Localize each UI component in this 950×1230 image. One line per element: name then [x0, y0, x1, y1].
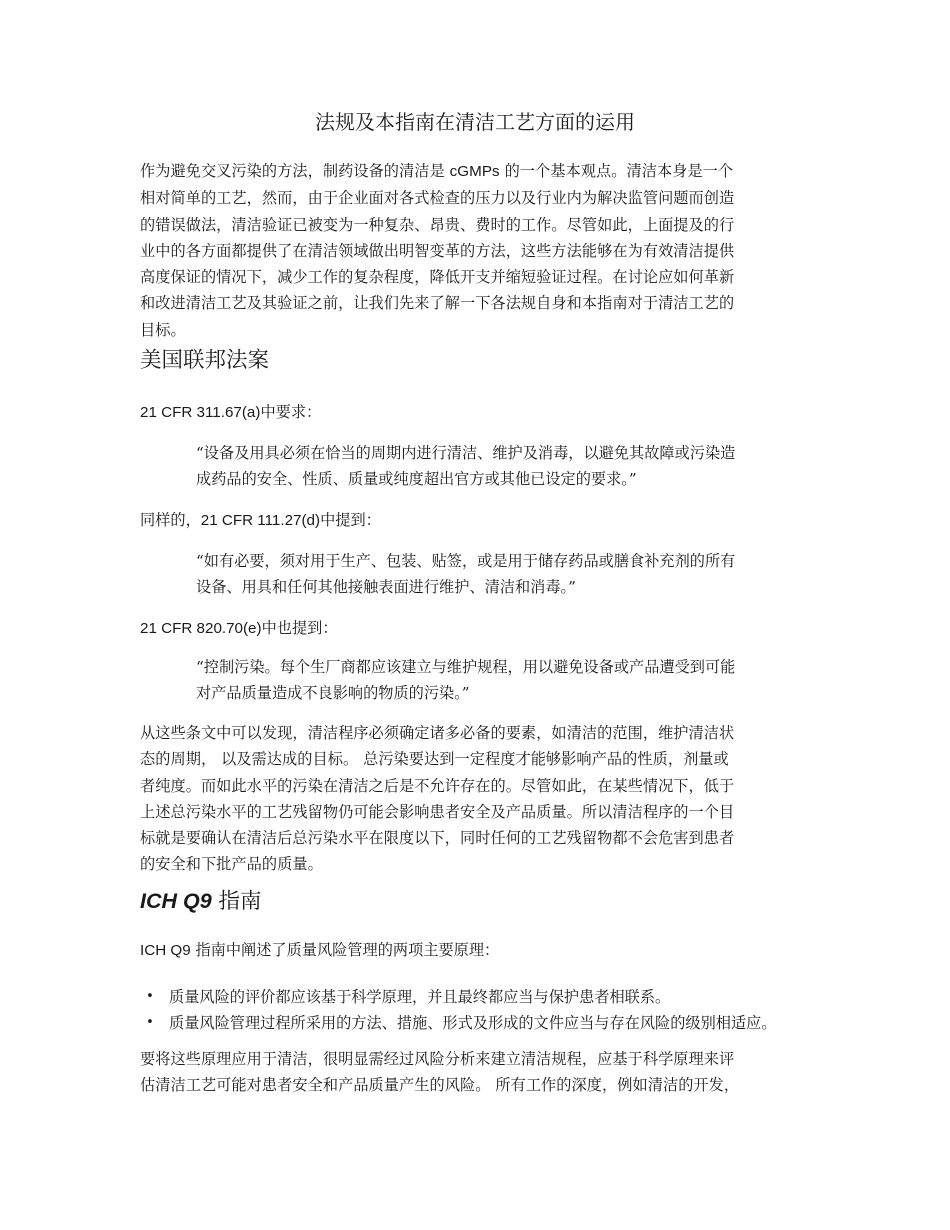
regulation-reference: 同样的，21 CFR 111.27(d)中提到：: [140, 511, 381, 529]
closing-paragraph: 要将这些原理应用于清洁，很明显需经过风险分析来建立清洁规程，应基于科学原理来评 估清洁工艺可能对患者安全和产品质量产生的风险。 所有工作的深度，例如清洁的开发，: [140, 1050, 740, 1095]
intro-paragraph: [140, 158, 810, 343]
intro-line: 和改进清洁工艺及其验证之前，让我们先来了解一下各法规自身和本指南对于清洁工艺的: [140, 294, 735, 313]
regulation-quote: “如有必要，须对用于生产、包装、贴签，或是用于储存药品或膳食补充剂的所有 设备、用具和任何其他接触表面进行维护、清洁和消毒。”: [196, 552, 736, 596]
intro-line: 高度保证的情况下，减少工作的复杂程度，降低开支并缩短验证过程。在讨论应如何革新: [140, 268, 735, 287]
section-heading-ich-q9: ICH Q9 指南: [140, 889, 262, 914]
intro-line: 目标。: [140, 320, 186, 339]
list-item: • 质量风险的评价都应该基于科学原理，并且最终都应当与保护患者相联系。: [140, 984, 830, 1010]
regulation-reference: 21 CFR 820.70(e)中也提到：: [140, 619, 338, 637]
regulation-reference: 21 CFR 311.67(a)中要求：: [140, 403, 322, 421]
bullet-icon: •: [146, 989, 154, 1004]
regulation-code: 21 CFR 311.67(a): [140, 404, 261, 421]
ich-intro-line: ICH Q9 指南中阐述了质量风险管理的两项主要原理：: [140, 941, 500, 959]
regulation-code: 21 CFR 111.27(d): [200, 512, 321, 529]
document-title: 法规及本指南在清洁工艺方面的运用: [315, 110, 635, 134]
bullet-icon: •: [146, 1015, 154, 1030]
summary-paragraph: 从这些条文中可以发现，清洁程序必须确定诸多必备的要素，如清洁的范围，维护清洁状 态的周期， 以及需达成的目标。 总污染要达到一定程度才能够影响产品的性质，剂量或 者纯度。而如此水平的污染在清洁之后是不允许存在的。尽管如此，在某些情况下，低于 上述总污染水平的工艺残留物仍可能会影响患者安全及产品质量。所以清洁程序的一个目 标就是要确认在清洁后总污染水平在限度以下，同时任何的工艺残留物都不会危害到患者 的安全和下批产品的质量。: [140, 724, 735, 874]
list-item: • 质量风险管理过程所采用的方法、措施、形式及形成的文件应当与存在风险的级别相适应。: [140, 1010, 830, 1036]
principles-list: [140, 984, 830, 1036]
intro-line: 作为避免交叉污染的方法，制药设备的清洁是 cGMPs 的一个基本观点。清洁本身是一个: [140, 162, 734, 180]
intro-line: 业中的各方面都提供了在清洁领域做出明智变革的方法，这些方法能够在为有效清洁提供: [140, 241, 735, 260]
regulation-quote: “控制污染。每个生厂商都应该建立与维护规程，用以避免设备或产品遭受到可能 对产品质量造成不良影响的物质的污染。”: [196, 658, 736, 702]
intro-line: 相对简单的工艺，然而，由于企业面对各式检查的压力以及行业内为解决监管问题而创造: [140, 189, 735, 208]
regulation-quote: “设备及用具必须在恰当的周期内进行清洁、维护及消毒，以避免其故障或污染造 成药品的安全、性质、质量或纯度超出官方或其他已设定的要求。”: [196, 444, 736, 488]
section-heading-us-federal: 美国联邦法案: [140, 348, 270, 373]
regulation-code: 21 CFR 820.70(e): [140, 620, 262, 637]
intro-line: 的错误做法，清洁验证已被变为一种复杂、昂贵、费时的工作。尽管如此，上面提及的行: [140, 215, 735, 234]
